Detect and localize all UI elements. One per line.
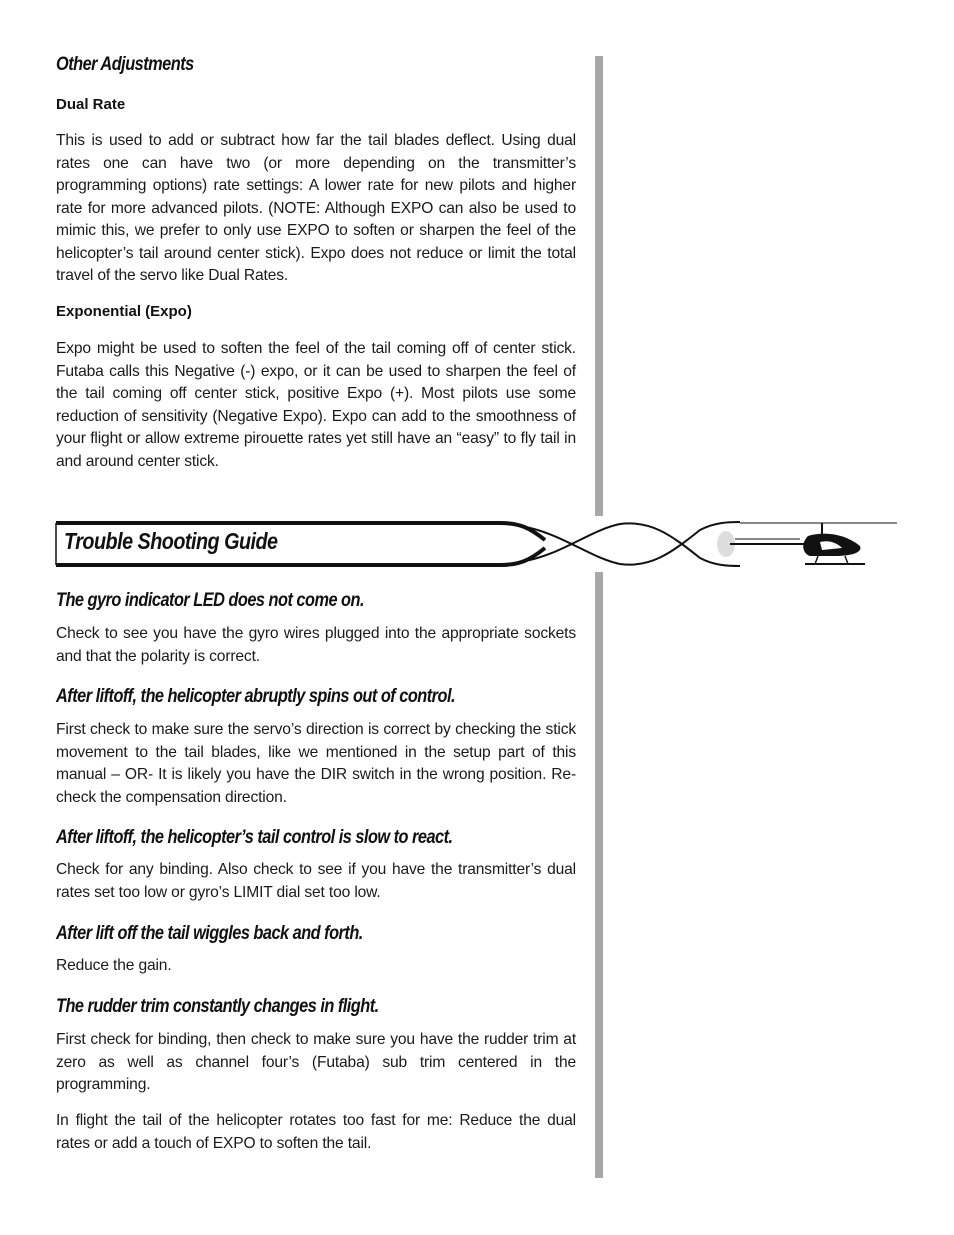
- question-heading: After lift off the tail wiggles back and forth.: [56, 923, 363, 944]
- answer-extra-paragraph: In flight the tail of the helicopter rotates too fast for me: Reduce the dual rates or add a touch of EXPO to soften the tail.: [56, 1112, 576, 1152]
- helicopter-icon: [717, 523, 897, 564]
- question-heading: After liftoff, the helicopter abruptly spins out of control.: [56, 686, 456, 707]
- answer-paragraph: First check to make sure the servo’s direction is correct by checking the stick movement to the tail blades, like we mentioned in the setup part of this manual – OR- It is likely you have the DIR switch in the wrong position. Re-check the compensation direction.: [56, 721, 576, 806]
- dual-rate-paragraph: This is used to add or subtract how far the tail blades deflect. Using dual rates one can have two (or more depending on the transmitter’s programming options) rate settings: A lower rate for new pilots and higher rate for more advanced pilots. (NOTE: Although EXPO can also be used to mimic this, we prefer to only use EXPO to soften or sharpen the feel of the helicopter’s tail around center stick). Expo does not reduce or limit the total travel of the servo like Dual Rates.: [56, 132, 576, 284]
- answer-paragraph: Check for any binding. Also check to see if you have the transmitter’s dual rates set too low or gyro’s LIMIT dial set too low.: [56, 861, 576, 901]
- sidebar-rule-bottom: [595, 572, 603, 1178]
- answer-paragraph: Check to see you have the gyro wires plugged into the appropriate sockets and that the polarity is correct.: [56, 625, 576, 665]
- answer-paragraph: Reduce the gain.: [56, 957, 172, 974]
- question-heading: The rudder trim constantly changes in flight.: [56, 996, 379, 1017]
- sidebar-rule-top: [595, 56, 603, 516]
- troubleshooting-title: Trouble Shooting Guide: [64, 528, 278, 554]
- section-heading-other-adjustments: Other Adjustments: [56, 54, 194, 75]
- subheading-expo: Exponential (Expo): [56, 303, 192, 320]
- question-heading: After liftoff, the helicopter’s tail control is slow to react.: [56, 827, 453, 848]
- expo-paragraph: Expo might be used to soften the feel of the tail coming off of center stick. Futaba calls this Negative (-) expo, or it can be used to sharpen the feel of the tail coming off center stick, positive Expo (+). Most pilots use some reduction of sensitivity (Negative Expo). Expo can add to the smoothness of your flight or allow extreme pirouette rates yet still have an “easy” to fly tail in and around center stick.: [56, 340, 576, 470]
- question-heading: The gyro indicator LED does not come on.: [56, 590, 365, 611]
- subheading-dual-rate: Dual Rate: [56, 96, 126, 113]
- answer-paragraph: First check for binding, then check to make sure you have the rudder trim at zero as well as channel four’s (Futaba) sub trim centered in the programming.: [56, 1031, 576, 1093]
